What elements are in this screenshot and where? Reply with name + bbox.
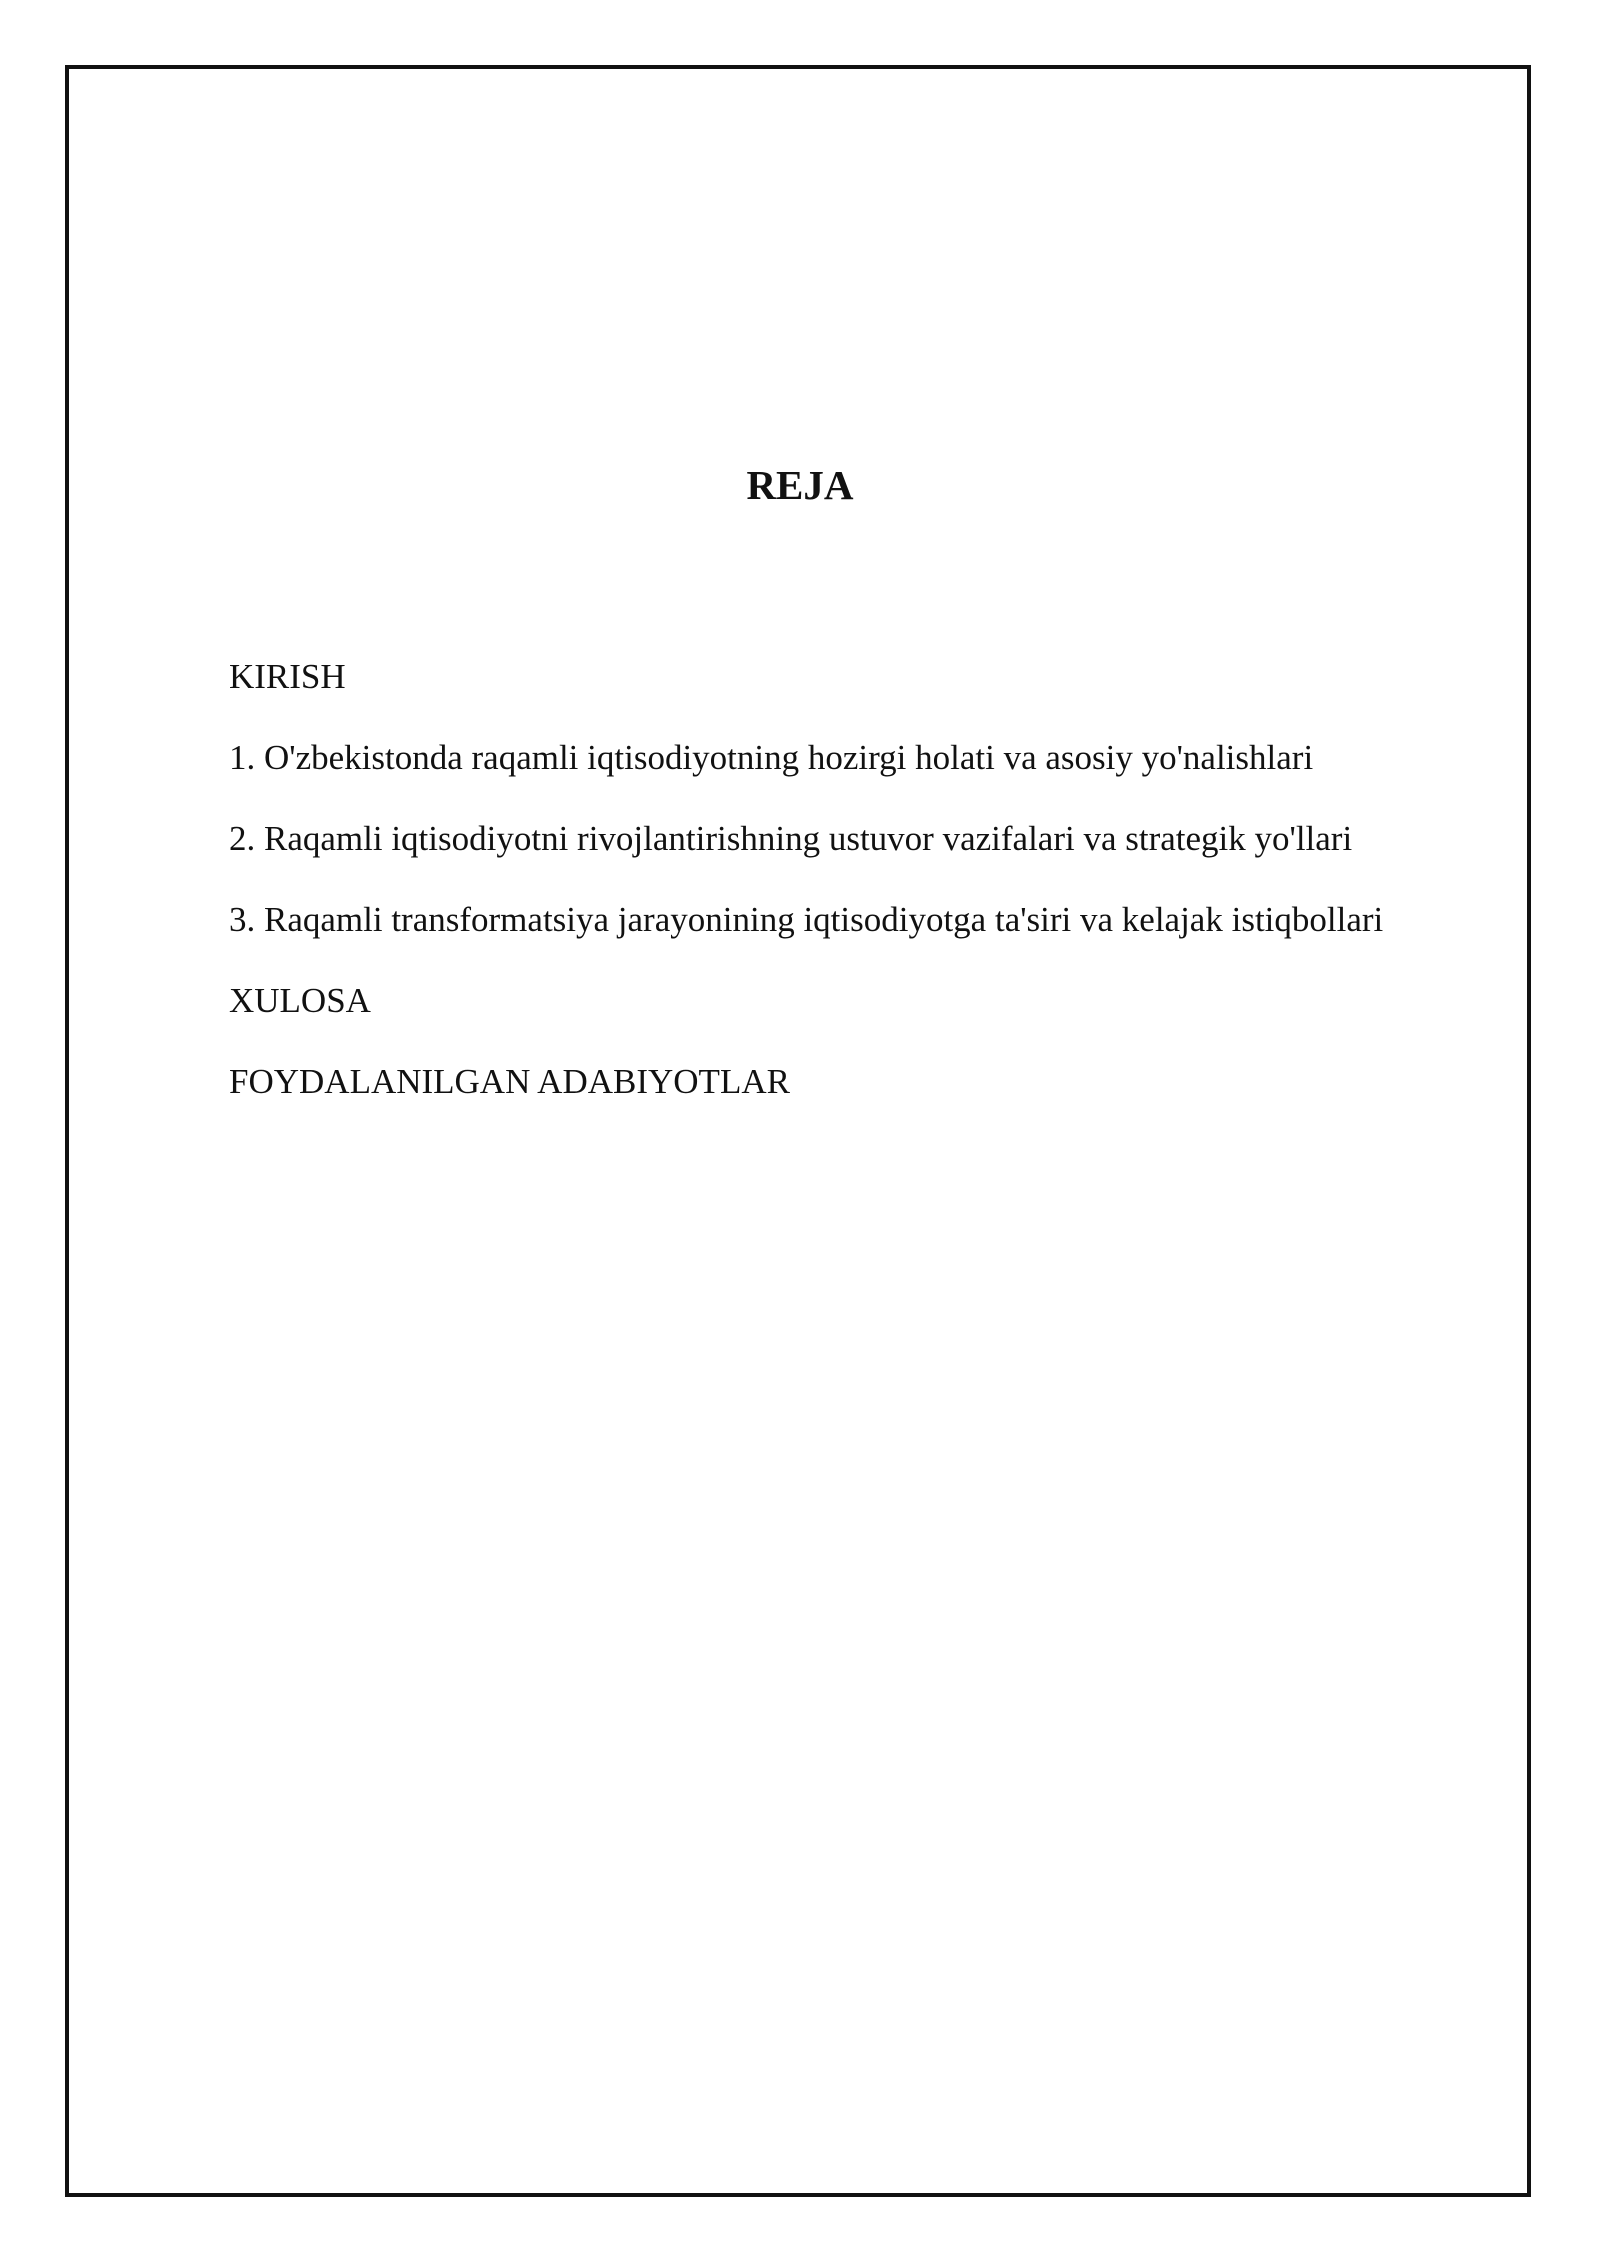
plan-item-conclusion: XULOSA bbox=[229, 981, 371, 1020]
page-border bbox=[65, 65, 1531, 2197]
plan-item-intro: KIRISH bbox=[229, 657, 346, 696]
plan-item-1: 1. O'zbekistonda raqamli iqtisodiyotning hozirgi holati va asosiy yo'nalishlari bbox=[229, 738, 1314, 777]
plan-item-references: FOYDALANILGAN ADABIYOTLAR bbox=[229, 1062, 790, 1101]
plan-list bbox=[229, 636, 1383, 1122]
page-title: REJA bbox=[746, 462, 854, 508]
plan-item-3: 3. Raqamli transformatsiya jarayonining iqtisodiyotga ta'siri va kelajak istiqbollari bbox=[229, 900, 1384, 939]
plan-item-2: 2. Raqamli iqtisodiyotni rivojlantirishning ustuvor vazifalari va strategik yo'llari bbox=[229, 819, 1353, 858]
